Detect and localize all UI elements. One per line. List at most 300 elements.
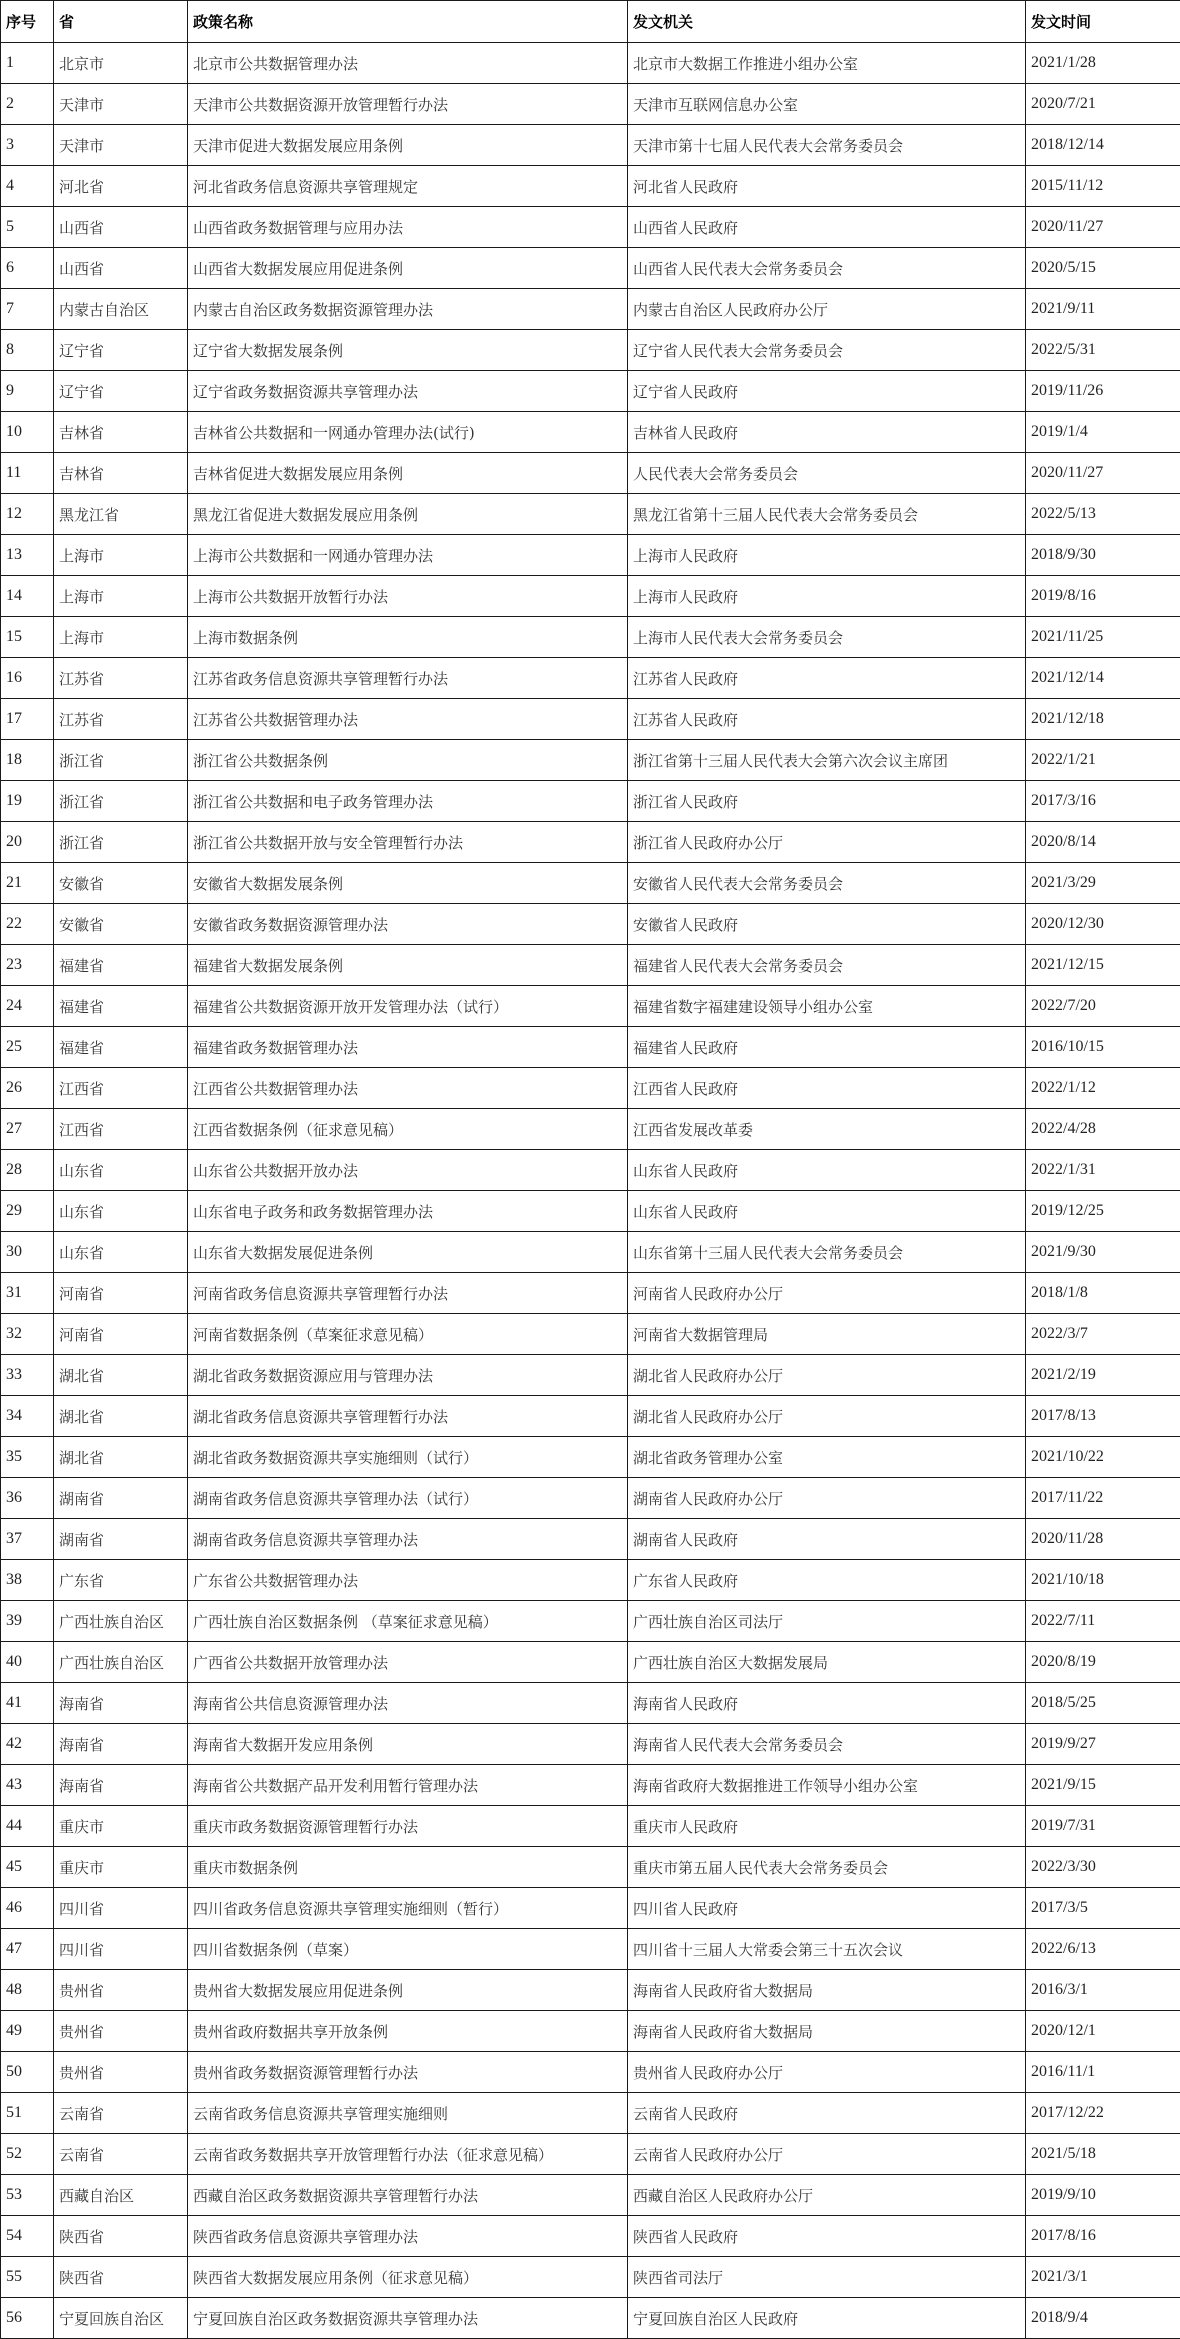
cell-province: 重庆市 [54,1806,188,1847]
cell-province: 浙江省 [54,740,188,781]
cell-issue-date: 2015/11/12 [1026,166,1180,207]
cell-province: 湖北省 [54,1355,188,1396]
cell-issuing-authority: 云南省人民政府办公厅 [628,2134,1026,2175]
table-row [1,494,1180,535]
cell-issue-date: 2018/5/25 [1026,1683,1180,1724]
cell-policy-name: 江西省公共数据管理办法 [188,1068,628,1109]
cell-issuing-authority: 宁夏回族自治区人民政府 [628,2298,1026,2339]
cell-policy-name: 福建省政务数据管理办法 [188,1027,628,1068]
cell-province: 辽宁省 [54,330,188,371]
table-row [1,1806,1180,1847]
cell-index: 7 [1,289,54,330]
cell-policy-name: 广西省公共数据开放管理办法 [188,1642,628,1683]
table-row [1,1273,1180,1314]
cell-issue-date: 2022/5/31 [1026,330,1180,371]
cell-policy-name: 浙江省公共数据条例 [188,740,628,781]
cell-index: 49 [1,2011,54,2052]
cell-issue-date: 2021/11/25 [1026,617,1180,658]
table-row [1,84,1180,125]
cell-province: 上海市 [54,576,188,617]
cell-policy-name: 宁夏回族自治区政务数据资源共享管理办法 [188,2298,628,2339]
cell-province: 河南省 [54,1273,188,1314]
header-cell-issue-date: 发文时间 [1026,1,1180,43]
cell-policy-name: 陕西省政务信息资源共享管理办法 [188,2216,628,2257]
cell-policy-name: 河南省数据条例（草案征求意见稿） [188,1314,628,1355]
cell-policy-name: 浙江省公共数据开放与安全管理暂行办法 [188,822,628,863]
cell-index: 38 [1,1560,54,1601]
cell-province: 四川省 [54,1929,188,1970]
cell-province: 贵州省 [54,1970,188,2011]
cell-issue-date: 2020/11/27 [1026,207,1180,248]
cell-index: 4 [1,166,54,207]
cell-index: 48 [1,1970,54,2011]
cell-issuing-authority: 山东省人民政府 [628,1191,1026,1232]
cell-province: 湖南省 [54,1519,188,1560]
cell-issue-date: 2018/9/4 [1026,2298,1180,2339]
cell-policy-name: 辽宁省大数据发展条例 [188,330,628,371]
cell-index: 25 [1,1027,54,1068]
cell-issuing-authority: 上海市人民政府 [628,535,1026,576]
cell-province: 山东省 [54,1191,188,1232]
table-row [1,2257,1180,2298]
cell-issuing-authority: 海南省人民代表大会常务委员会 [628,1724,1026,1765]
cell-index: 31 [1,1273,54,1314]
cell-issuing-authority: 四川省十三届人大常委会第三十五次会议 [628,1929,1026,1970]
table-row [1,1724,1180,1765]
cell-index: 19 [1,781,54,822]
cell-province: 湖南省 [54,1478,188,1519]
cell-issue-date: 2020/12/1 [1026,2011,1180,2052]
table-row [1,1601,1180,1642]
cell-issuing-authority: 北京市大数据工作推进小组办公室 [628,43,1026,84]
cell-index: 37 [1,1519,54,1560]
cell-issuing-authority: 内蒙古自治区人民政府办公厅 [628,289,1026,330]
cell-issuing-authority: 黑龙江省第十三届人民代表大会常务委员会 [628,494,1026,535]
cell-province: 海南省 [54,1683,188,1724]
table-row [1,863,1180,904]
cell-index: 46 [1,1888,54,1929]
table-row [1,1191,1180,1232]
cell-index: 24 [1,986,54,1027]
cell-index: 23 [1,945,54,986]
cell-issuing-authority: 辽宁省人民政府 [628,371,1026,412]
cell-index: 20 [1,822,54,863]
table-row [1,535,1180,576]
cell-issuing-authority: 四川省人民政府 [628,1888,1026,1929]
table-row [1,1970,1180,2011]
cell-issuing-authority: 安徽省人民政府 [628,904,1026,945]
cell-issue-date: 2020/7/21 [1026,84,1180,125]
cell-policy-name: 贵州省大数据发展应用促进条例 [188,1970,628,2011]
cell-index: 54 [1,2216,54,2257]
cell-policy-name: 浙江省公共数据和电子政务管理办法 [188,781,628,822]
cell-province: 河南省 [54,1314,188,1355]
cell-issue-date: 2018/9/30 [1026,535,1180,576]
cell-issuing-authority: 浙江省人民政府办公厅 [628,822,1026,863]
cell-index: 47 [1,1929,54,1970]
table-row [1,2216,1180,2257]
cell-province: 上海市 [54,617,188,658]
cell-issue-date: 2022/5/13 [1026,494,1180,535]
cell-policy-name: 云南省政务信息资源共享管理实施细则 [188,2093,628,2134]
cell-issue-date: 2016/3/1 [1026,1970,1180,2011]
cell-issuing-authority: 浙江省人民政府 [628,781,1026,822]
cell-issuing-authority: 山西省人民政府 [628,207,1026,248]
table-row [1,289,1180,330]
cell-policy-name: 福建省公共数据资源开放开发管理办法（试行） [188,986,628,1027]
table-row [1,2175,1180,2216]
table-header-row [1,1,1180,43]
cell-policy-name: 云南省政务数据共享开放管理暂行办法（征求意见稿） [188,2134,628,2175]
cell-policy-name: 西藏自治区政务数据资源共享管理暂行办法 [188,2175,628,2216]
cell-issue-date: 2022/1/21 [1026,740,1180,781]
cell-issuing-authority: 海南省政府大数据推进工作领导小组办公室 [628,1765,1026,1806]
cell-issuing-authority: 湖北省人民政府办公厅 [628,1396,1026,1437]
cell-province: 西藏自治区 [54,2175,188,2216]
cell-province: 江西省 [54,1068,188,1109]
cell-policy-name: 上海市数据条例 [188,617,628,658]
cell-policy-name: 四川省数据条例（草案） [188,1929,628,1970]
cell-province: 海南省 [54,1765,188,1806]
cell-province: 宁夏回族自治区 [54,2298,188,2339]
cell-index: 43 [1,1765,54,1806]
cell-policy-name: 河南省政务信息资源共享管理暂行办法 [188,1273,628,1314]
cell-issue-date: 2021/5/18 [1026,2134,1180,2175]
cell-index: 30 [1,1232,54,1273]
cell-province: 福建省 [54,1027,188,1068]
cell-policy-name: 山西省大数据发展应用促进条例 [188,248,628,289]
cell-policy-name: 陕西省大数据发展应用条例（征求意见稿） [188,2257,628,2298]
table-row [1,1683,1180,1724]
cell-issuing-authority: 海南省人民政府 [628,1683,1026,1724]
cell-issue-date: 2020/11/28 [1026,1519,1180,1560]
table-row [1,2134,1180,2175]
cell-issue-date: 2022/4/28 [1026,1109,1180,1150]
cell-index: 15 [1,617,54,658]
cell-issue-date: 2017/8/13 [1026,1396,1180,1437]
cell-issue-date: 2017/12/22 [1026,2093,1180,2134]
cell-issuing-authority: 陕西省人民政府 [628,2216,1026,2257]
cell-index: 28 [1,1150,54,1191]
cell-index: 52 [1,2134,54,2175]
cell-index: 39 [1,1601,54,1642]
cell-policy-name: 山东省公共数据开放办法 [188,1150,628,1191]
table-row [1,1068,1180,1109]
table-row [1,1396,1180,1437]
cell-issuing-authority: 河南省大数据管理局 [628,1314,1026,1355]
cell-policy-name: 贵州省政务数据资源管理暂行办法 [188,2052,628,2093]
cell-policy-name: 湖北省政务信息资源共享管理暂行办法 [188,1396,628,1437]
cell-province: 河北省 [54,166,188,207]
cell-issuing-authority: 天津市互联网信息办公室 [628,84,1026,125]
cell-issuing-authority: 西藏自治区人民政府办公厅 [628,2175,1026,2216]
cell-policy-name: 辽宁省政务数据资源共享管理办法 [188,371,628,412]
table-row [1,740,1180,781]
cell-policy-name: 江苏省政务信息资源共享管理暂行办法 [188,658,628,699]
cell-issue-date: 2021/3/29 [1026,863,1180,904]
cell-issue-date: 2020/8/19 [1026,1642,1180,1683]
cell-index: 6 [1,248,54,289]
cell-index: 5 [1,207,54,248]
cell-index: 50 [1,2052,54,2093]
cell-index: 33 [1,1355,54,1396]
cell-issue-date: 2016/11/1 [1026,2052,1180,2093]
cell-index: 35 [1,1437,54,1478]
cell-province: 广西壮族自治区 [54,1642,188,1683]
cell-issuing-authority: 海南省人民政府省大数据局 [628,1970,1026,2011]
cell-policy-name: 四川省政务信息资源共享管理实施细则（暂行） [188,1888,628,1929]
cell-province: 贵州省 [54,2052,188,2093]
cell-policy-name: 吉林省公共数据和一网通办管理办法(试行) [188,412,628,453]
cell-issue-date: 2021/2/19 [1026,1355,1180,1396]
cell-issuing-authority: 江苏省人民政府 [628,699,1026,740]
cell-index: 44 [1,1806,54,1847]
cell-issue-date: 2021/3/1 [1026,2257,1180,2298]
cell-issuing-authority: 河南省人民政府办公厅 [628,1273,1026,1314]
cell-issuing-authority: 河北省人民政府 [628,166,1026,207]
cell-policy-name: 天津市促进大数据发展应用条例 [188,125,628,166]
cell-province: 浙江省 [54,822,188,863]
cell-policy-name: 广东省公共数据管理办法 [188,1560,628,1601]
table-row [1,330,1180,371]
table-row [1,699,1180,740]
cell-issue-date: 2019/7/31 [1026,1806,1180,1847]
cell-province: 辽宁省 [54,371,188,412]
cell-index: 56 [1,2298,54,2339]
cell-province: 云南省 [54,2134,188,2175]
cell-index: 27 [1,1109,54,1150]
cell-index: 36 [1,1478,54,1519]
cell-policy-name: 湖南省政务信息资源共享管理办法 [188,1519,628,1560]
cell-province: 重庆市 [54,1847,188,1888]
cell-issue-date: 2019/1/4 [1026,412,1180,453]
cell-issuing-authority: 安徽省人民代表大会常务委员会 [628,863,1026,904]
cell-policy-name: 北京市公共数据管理办法 [188,43,628,84]
table-row [1,2011,1180,2052]
cell-province: 陕西省 [54,2257,188,2298]
cell-issue-date: 2022/1/12 [1026,1068,1180,1109]
cell-issue-date: 2022/7/20 [1026,986,1180,1027]
cell-issuing-authority: 江苏省人民政府 [628,658,1026,699]
cell-province: 贵州省 [54,2011,188,2052]
cell-issue-date: 2021/10/18 [1026,1560,1180,1601]
cell-policy-name: 吉林省促进大数据发展应用条例 [188,453,628,494]
cell-issue-date: 2021/9/15 [1026,1765,1180,1806]
cell-policy-name: 黑龙江省促进大数据发展应用条例 [188,494,628,535]
cell-province: 浙江省 [54,781,188,822]
cell-issue-date: 2019/12/25 [1026,1191,1180,1232]
cell-issue-date: 2022/3/30 [1026,1847,1180,1888]
table-row [1,1232,1180,1273]
cell-policy-name: 山东省大数据发展促进条例 [188,1232,628,1273]
cell-issuing-authority: 山西省人民代表大会常务委员会 [628,248,1026,289]
cell-province: 天津市 [54,84,188,125]
cell-issue-date: 2019/9/27 [1026,1724,1180,1765]
cell-policy-name: 上海市公共数据开放暂行办法 [188,576,628,617]
cell-province: 山东省 [54,1150,188,1191]
table-row [1,412,1180,453]
cell-province: 广东省 [54,1560,188,1601]
header-cell-province: 省 [54,1,188,43]
header-cell-policy-name: 政策名称 [188,1,628,43]
cell-policy-name: 海南省公共信息资源管理办法 [188,1683,628,1724]
cell-province: 福建省 [54,986,188,1027]
cell-province: 安徽省 [54,863,188,904]
cell-issue-date: 2020/12/30 [1026,904,1180,945]
cell-issue-date: 2017/8/16 [1026,2216,1180,2257]
cell-issue-date: 2020/8/14 [1026,822,1180,863]
cell-policy-name: 上海市公共数据和一网通办管理办法 [188,535,628,576]
cell-issue-date: 2020/5/15 [1026,248,1180,289]
table-row [1,1560,1180,1601]
cell-issue-date: 2021/1/28 [1026,43,1180,84]
cell-issuing-authority: 山东省第十三届人民代表大会常务委员会 [628,1232,1026,1273]
table-row [1,781,1180,822]
table-row [1,1478,1180,1519]
cell-province: 江苏省 [54,699,188,740]
cell-index: 53 [1,2175,54,2216]
cell-province: 湖北省 [54,1396,188,1437]
cell-policy-name: 内蒙古自治区政务数据资源管理办法 [188,289,628,330]
table-row [1,1314,1180,1355]
cell-issuing-authority: 江西省发展改革委 [628,1109,1026,1150]
cell-issuing-authority: 山东省人民政府 [628,1150,1026,1191]
cell-index: 34 [1,1396,54,1437]
cell-index: 26 [1,1068,54,1109]
cell-issue-date: 2018/12/14 [1026,125,1180,166]
cell-policy-name: 山东省电子政务和政务数据管理办法 [188,1191,628,1232]
cell-index: 42 [1,1724,54,1765]
cell-issuing-authority: 浙江省第十三届人民代表大会第六次会议主席团 [628,740,1026,781]
table-row [1,1437,1180,1478]
cell-province: 江苏省 [54,658,188,699]
cell-index: 10 [1,412,54,453]
cell-province: 内蒙古自治区 [54,289,188,330]
cell-issue-date: 2021/9/30 [1026,1232,1180,1273]
table-row [1,904,1180,945]
table-row [1,1150,1180,1191]
cell-issuing-authority: 广西壮族自治区司法厅 [628,1601,1026,1642]
cell-index: 18 [1,740,54,781]
cell-issue-date: 2017/3/16 [1026,781,1180,822]
cell-province: 山西省 [54,248,188,289]
cell-issue-date: 2017/3/5 [1026,1888,1180,1929]
cell-index: 32 [1,1314,54,1355]
cell-policy-name: 重庆市政务数据资源管理暂行办法 [188,1806,628,1847]
table-row [1,658,1180,699]
cell-issuing-authority: 湖北省政务管理办公室 [628,1437,1026,1478]
cell-policy-name: 海南省公共数据产品开发利用暂行管理办法 [188,1765,628,1806]
table-body [1,43,1180,2339]
cell-policy-name: 山西省政务数据管理与应用办法 [188,207,628,248]
cell-policy-name: 江西省数据条例（征求意见稿） [188,1109,628,1150]
table-row [1,207,1180,248]
cell-index: 16 [1,658,54,699]
cell-issue-date: 2022/1/31 [1026,1150,1180,1191]
cell-index: 13 [1,535,54,576]
cell-index: 11 [1,453,54,494]
cell-issuing-authority: 重庆市第五届人民代表大会常务委员会 [628,1847,1026,1888]
table-row [1,166,1180,207]
cell-policy-name: 贵州省政府数据共享开放条例 [188,2011,628,2052]
cell-policy-name: 河北省政务信息资源共享管理规定 [188,166,628,207]
cell-province: 海南省 [54,1724,188,1765]
cell-province: 吉林省 [54,412,188,453]
table-row [1,248,1180,289]
cell-index: 22 [1,904,54,945]
cell-index: 1 [1,43,54,84]
cell-issuing-authority: 江西省人民政府 [628,1068,1026,1109]
table-row [1,453,1180,494]
cell-issuing-authority: 天津市第十七届人民代表大会常务委员会 [628,125,1026,166]
cell-issuing-authority: 上海市人民政府 [628,576,1026,617]
cell-province: 山东省 [54,1232,188,1273]
cell-province: 吉林省 [54,453,188,494]
cell-index: 14 [1,576,54,617]
cell-province: 陕西省 [54,2216,188,2257]
cell-issue-date: 2022/7/11 [1026,1601,1180,1642]
cell-issuing-authority: 湖北省人民政府办公厅 [628,1355,1026,1396]
cell-issuing-authority: 陕西省司法厅 [628,2257,1026,2298]
cell-issuing-authority: 海南省人民政府省大数据局 [628,2011,1026,2052]
cell-province: 北京市 [54,43,188,84]
cell-issue-date: 2019/8/16 [1026,576,1180,617]
table-row [1,822,1180,863]
cell-issuing-authority: 辽宁省人民代表大会常务委员会 [628,330,1026,371]
cell-index: 21 [1,863,54,904]
table-row [1,1355,1180,1396]
table-row [1,1847,1180,1888]
cell-index: 9 [1,371,54,412]
cell-policy-name: 天津市公共数据资源开放管理暂行办法 [188,84,628,125]
cell-index: 55 [1,2257,54,2298]
cell-issuing-authority: 广东省人民政府 [628,1560,1026,1601]
cell-province: 四川省 [54,1888,188,1929]
cell-issue-date: 2021/9/11 [1026,289,1180,330]
cell-policy-name: 安徽省大数据发展条例 [188,863,628,904]
table-row [1,1929,1180,1970]
cell-issue-date: 2018/1/8 [1026,1273,1180,1314]
cell-issuing-authority: 重庆市人民政府 [628,1806,1026,1847]
cell-issuing-authority: 吉林省人民政府 [628,412,1026,453]
cell-issuing-authority: 广西壮族自治区大数据发展局 [628,1642,1026,1683]
cell-issue-date: 2019/9/10 [1026,2175,1180,2216]
cell-province: 黑龙江省 [54,494,188,535]
cell-issue-date: 2021/10/22 [1026,1437,1180,1478]
table-row [1,1027,1180,1068]
cell-province: 江西省 [54,1109,188,1150]
cell-policy-name: 广西壮族自治区数据条例 （草案征求意见稿） [188,1601,628,1642]
cell-province: 天津市 [54,125,188,166]
cell-issue-date: 2021/12/18 [1026,699,1180,740]
cell-province: 安徽省 [54,904,188,945]
cell-policy-name: 湖南省政务信息资源共享管理办法（试行） [188,1478,628,1519]
table-row [1,1109,1180,1150]
cell-issuing-authority: 湖南省人民政府 [628,1519,1026,1560]
table-row [1,2093,1180,2134]
cell-issuing-authority: 人民代表大会常务委员会 [628,453,1026,494]
table-row [1,617,1180,658]
cell-issue-date: 2019/11/26 [1026,371,1180,412]
header-cell-index: 序号 [1,1,54,43]
table-row [1,125,1180,166]
cell-issuing-authority: 福建省人民政府 [628,1027,1026,1068]
cell-issuing-authority: 云南省人民政府 [628,2093,1026,2134]
cell-issue-date: 2022/6/13 [1026,1929,1180,1970]
cell-policy-name: 海南省大数据开发应用条例 [188,1724,628,1765]
table-row [1,945,1180,986]
cell-policy-name: 福建省大数据发展条例 [188,945,628,986]
